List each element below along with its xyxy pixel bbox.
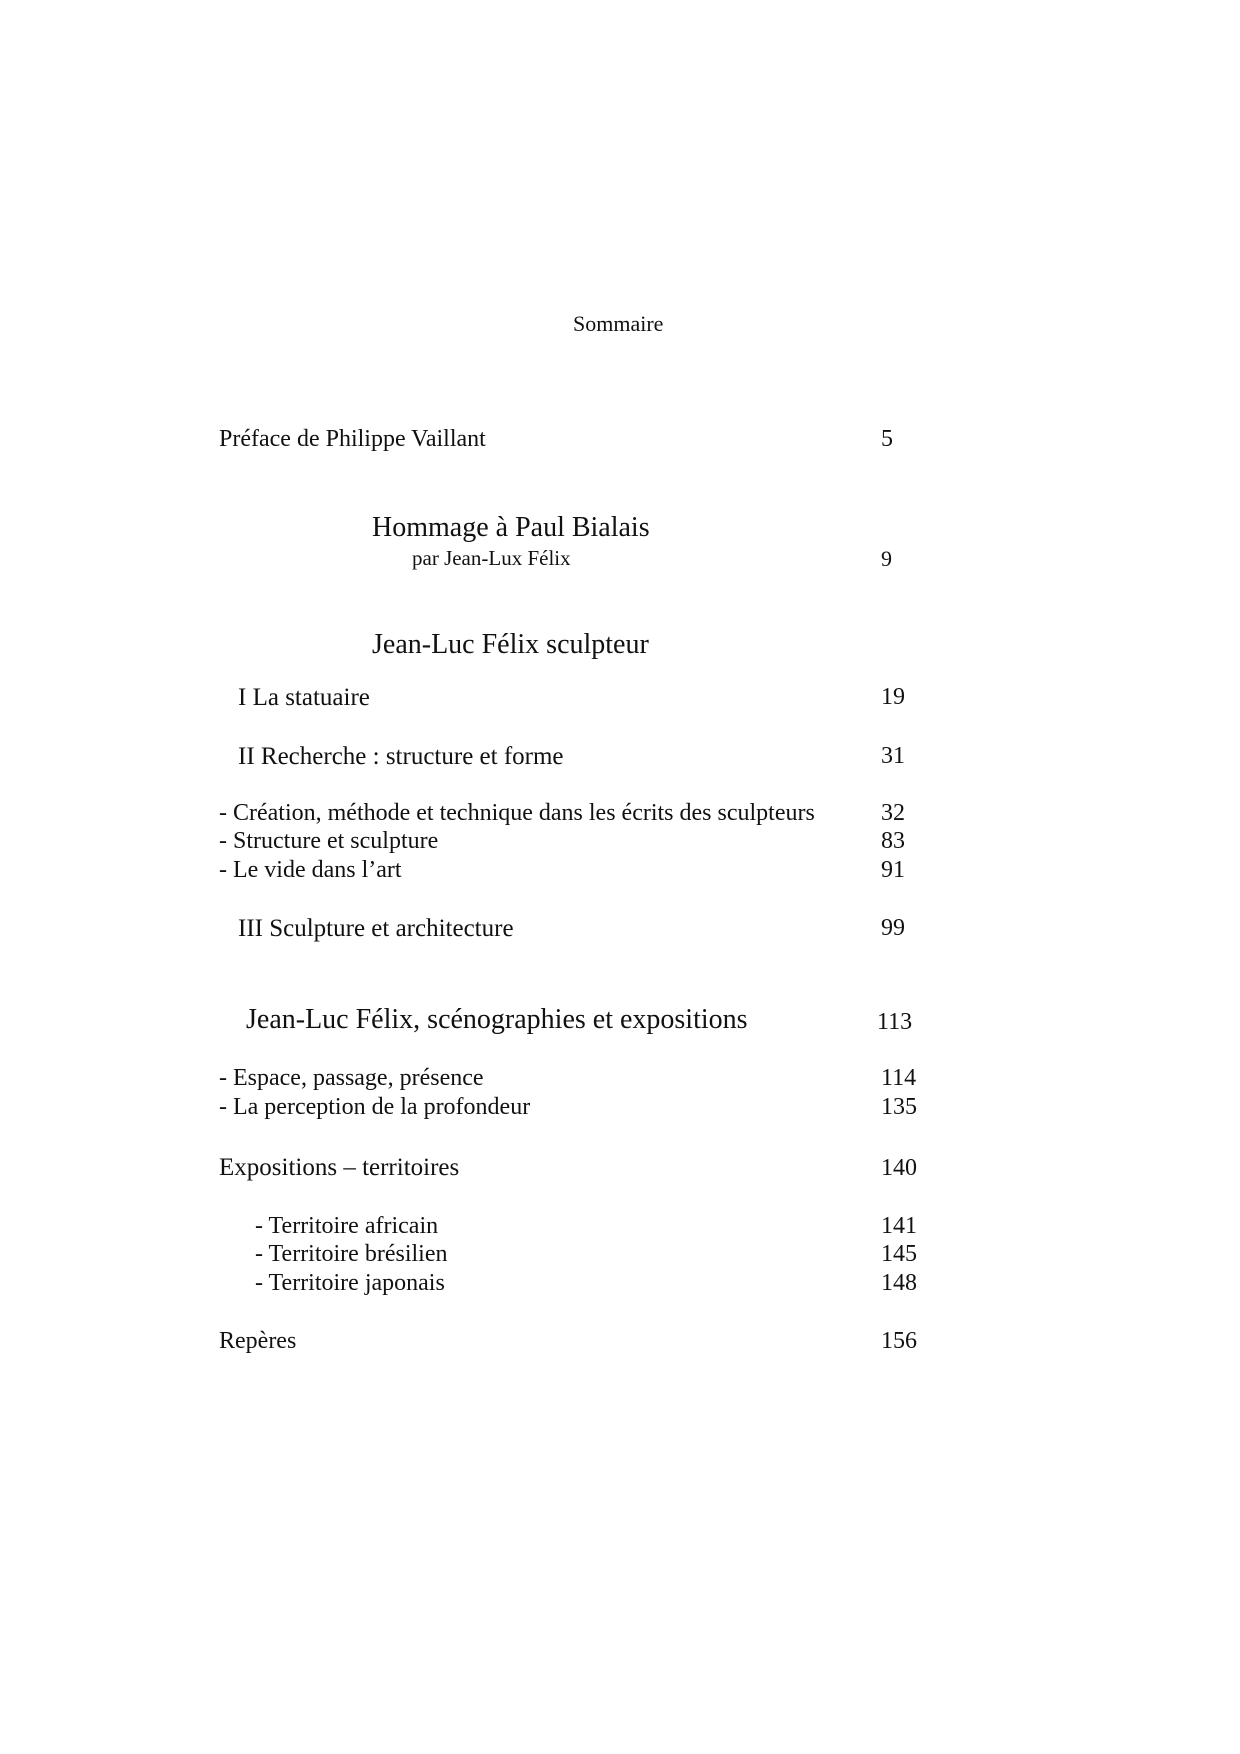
section-heading-scenographies: Jean-Luc Félix, scénographies et expositions — [246, 1004, 748, 1035]
toc-page-reperes: 156 — [881, 1328, 917, 1354]
toc-entry-recherche: II Recherche : structure et forme — [238, 743, 564, 770]
toc-subentry-page: 145 — [881, 1241, 917, 1267]
toc-page-recherche: 31 — [881, 743, 905, 769]
toc-subentry-page: 83 — [881, 828, 905, 854]
toc-page-scenographies: 113 — [877, 1009, 913, 1035]
toc-subentry: - Structure et sculpture — [219, 828, 439, 854]
toc-entry-reperes: Repères — [219, 1328, 297, 1354]
toc-subentry: - Création, méthode et technique dans les écrits des sculpteurs — [219, 800, 815, 826]
toc-subentry-page: 141 — [881, 1213, 917, 1239]
toc-subentry: - La perception de la profondeur — [219, 1094, 531, 1120]
toc-page-architecture: 99 — [881, 915, 905, 941]
toc-subentry-page: 135 — [881, 1094, 917, 1120]
toc-subentry: - Espace, passage, présence — [219, 1065, 484, 1091]
hommage-author: par Jean-Lux Félix — [412, 546, 571, 570]
toc-page-preface: 5 — [881, 426, 893, 452]
toc-subentry-page: 32 — [881, 800, 905, 826]
toc-subentry: - Le vide dans l’art — [219, 857, 402, 883]
toc-page-statuaire: 19 — [881, 684, 905, 710]
toc-subentry: - Territoire africain — [255, 1213, 439, 1239]
section-heading-sculpteur: Jean-Luc Félix sculpteur — [372, 629, 649, 660]
section-heading-expositions: Expositions – territoires — [219, 1154, 460, 1181]
toc-entry-preface: Préface de Philippe Vaillant — [219, 426, 486, 452]
toc-page-expositions: 140 — [881, 1155, 917, 1181]
toc-subentry: - Territoire brésilien — [255, 1241, 448, 1267]
toc-subentry-page: 114 — [881, 1065, 917, 1091]
section-heading-hommage: Hommage à Paul Bialais — [372, 512, 650, 543]
toc-subentry-page: 148 — [881, 1270, 917, 1296]
toc-page-hommage: 9 — [881, 546, 892, 571]
toc-entry-statuaire: I La statuaire — [238, 684, 370, 711]
toc-subentry: - Territoire japonais — [255, 1270, 445, 1296]
toc-subentry-page: 91 — [881, 857, 905, 883]
toc-entry-architecture: III Sculpture et architecture — [238, 915, 514, 942]
page-title: Sommaire — [573, 311, 664, 336]
